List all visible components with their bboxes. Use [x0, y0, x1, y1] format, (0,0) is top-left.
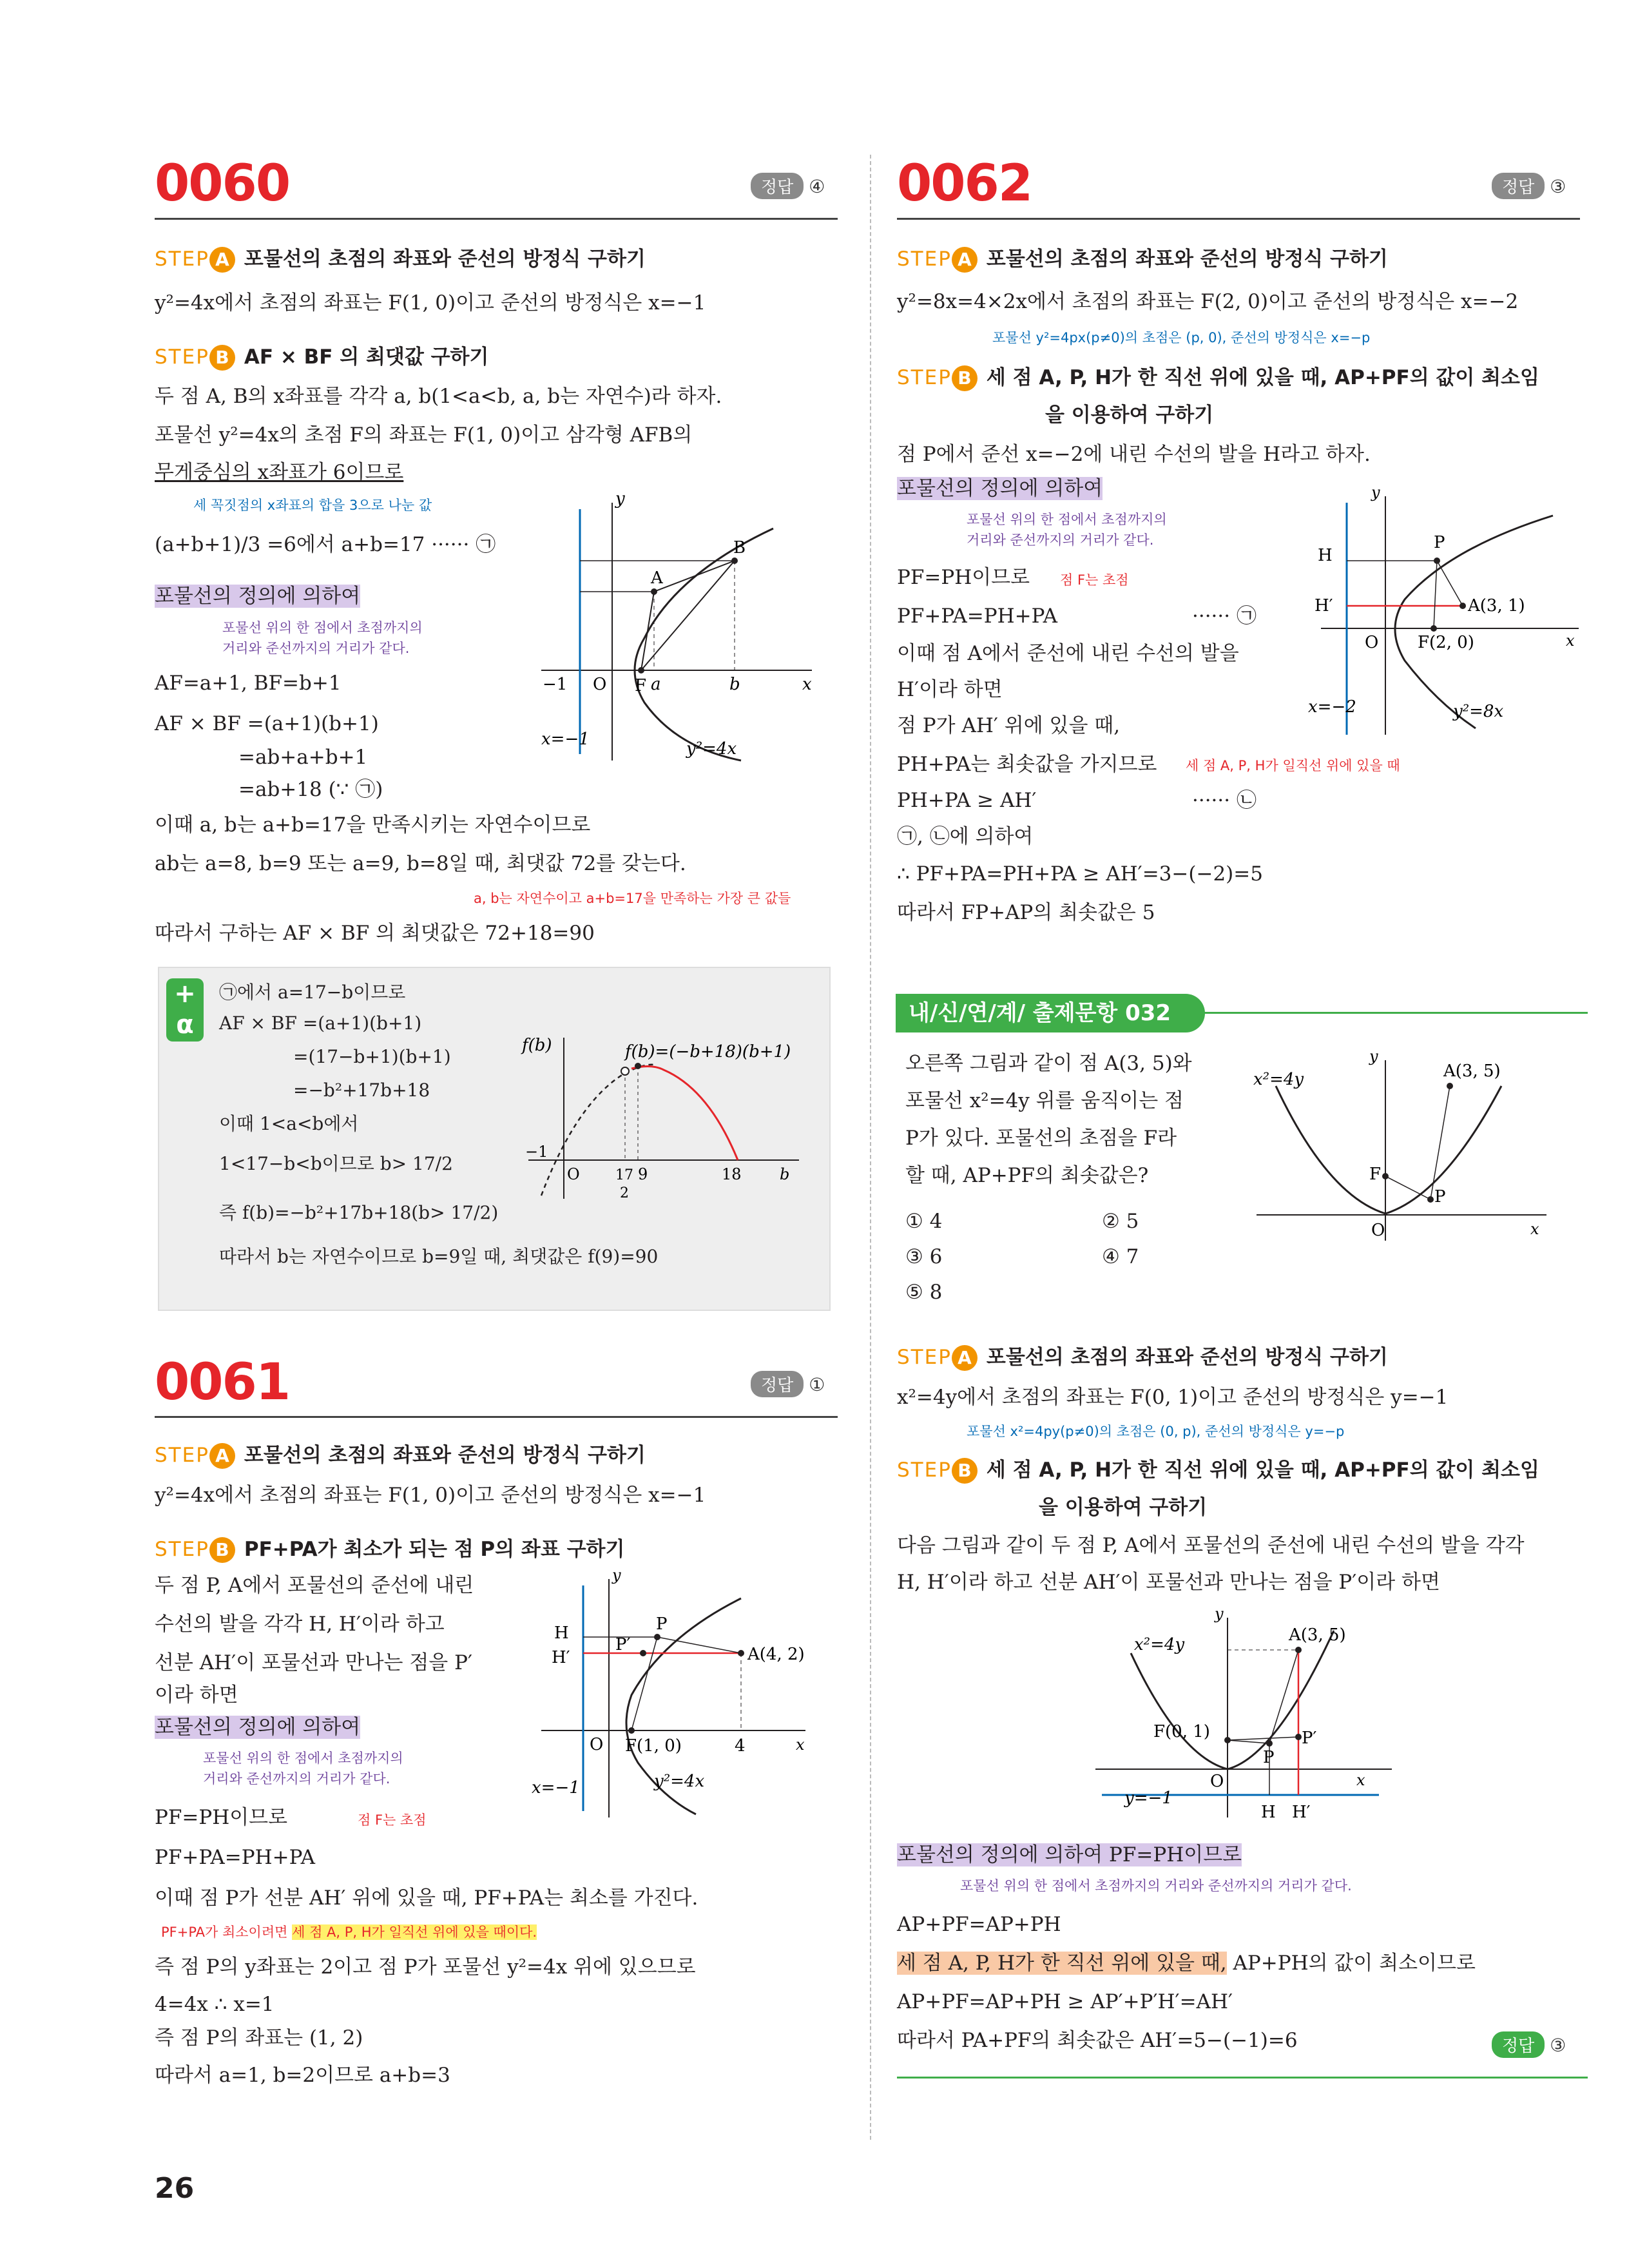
line-pa [1269, 1650, 1298, 1743]
step-a-032 [897, 1341, 1388, 1371]
answer-value: ④ [809, 176, 825, 197]
step-a-0062 [897, 242, 1388, 273]
line-fp [1385, 1176, 1430, 1199]
text-line: AF × BF =(a+1)(b+1) [155, 712, 379, 735]
step-title: PF+PA가 최소가 되는 점 P의 좌표 구하기 [244, 1538, 625, 1561]
text-line: 포물선 y²=4x의 초점 F의 좌표는 F(1, 0)이고 삼각형 AFB의 [155, 423, 693, 447]
point-9 [635, 1063, 641, 1069]
annotation: 포물선 y²=4px(p≠0)의 초점은 (p, 0), 준선의 방정식은 x=−p [992, 330, 1371, 345]
text-line: H, H′이라 하고 선분 AH′이 포물선과 만나는 점을 P′이라 하면 [897, 1571, 1440, 1594]
text-line: =ab+18 (∵ ㉠) [238, 778, 383, 801]
annotation: 포물선 위의 한 점에서 초점까지의 거리와 준선까지의 거리가 같다. [960, 1878, 1352, 1894]
point-p [1434, 557, 1440, 564]
banner-032: 내/신/연/계/ 출제문항 032 [896, 994, 1205, 1032]
graph-032-solution [1083, 1605, 1405, 1837]
annotation: 점 F는 초점 [1060, 572, 1129, 588]
point-f [1430, 625, 1437, 632]
problem-number-0061: 0061 [155, 1353, 290, 1411]
highlight: 포물선의 정의에 의하여 PF=PH이므로 [897, 1843, 1242, 1866]
text-line: 두 점 P, A에서 포물선의 준선에 내린 [155, 1574, 474, 1597]
step-b-032 [897, 1453, 1539, 1484]
text-line: PH+PA는 최솟값을 가지므로 [897, 753, 1157, 776]
text-line [155, 1714, 360, 1740]
text-line [897, 476, 1103, 501]
y-label: y [1371, 483, 1380, 501]
annotation: 포물선 위의 한 점에서 초점까지의 [203, 1750, 403, 1766]
step-a-badge: A [209, 247, 235, 273]
graph-0061 [528, 1566, 825, 1824]
label-curve: x²=4y [1253, 1070, 1304, 1089]
text-line: PH+PA ≥ AH′ [897, 789, 1037, 812]
label-p2: P′ [1302, 1729, 1317, 1748]
answer-label: 정답 [1492, 2031, 1545, 2058]
label-a: A [651, 568, 663, 588]
highlight: 포물선의 정의에 의하여 [155, 585, 361, 608]
step-label: STEP [897, 247, 952, 271]
y-label: y [1369, 1047, 1378, 1065]
step-title: 포물선의 초점의 좌표와 준선의 방정식 구하기 [986, 1346, 1388, 1369]
question-line: 오른쪽 그림과 같이 점 A(3, 5)와 [905, 1052, 1192, 1075]
text-line: AP+PF=AP+PH [897, 1913, 1061, 1936]
answer-032 [1492, 2031, 1566, 2058]
dashed-curve [541, 1065, 654, 1196]
parabola [635, 528, 773, 761]
point-a [651, 588, 657, 595]
graph-tip [515, 1025, 818, 1205]
label-p2: P′ [615, 1635, 631, 1654]
text-line: 이때 점 A에서 준선에 내린 수선의 발을 [897, 642, 1239, 665]
text-line: 따라서 구하는 AF × BF 의 최댓값은 72+18=90 [155, 922, 595, 945]
graph-0062 [1308, 483, 1585, 741]
step-b-badge: B [209, 1537, 235, 1563]
point-f [628, 1727, 635, 1734]
footer-rule [897, 2077, 1588, 2079]
step-label: STEP [897, 1459, 952, 1482]
text-line: PF+PA=PH+PA [155, 1846, 315, 1869]
column-divider [870, 155, 871, 2140]
text-line: 다음 그림과 같이 두 점 P, A에서 포물선의 준선에 내린 수선의 발을 각각 [897, 1534, 1525, 1557]
point-a [738, 1650, 744, 1656]
answer-label: 정답 [751, 173, 804, 199]
step-label: STEP [155, 1444, 209, 1467]
question-line: 할 때, AP+PF의 최솟값은? [905, 1164, 1149, 1187]
label-curve: y²=4x [686, 739, 737, 759]
label-o: O [567, 1165, 580, 1183]
tip-line: ㉠에서 a=17−b이므로 [219, 982, 406, 1003]
tip-line: 따라서 b는 자연수이므로 b=9일 때, 최댓값은 f(9)=90 [219, 1246, 659, 1267]
text-line: y²=4x에서 초점의 좌표는 F(1, 0)이고 준선의 방정식은 x=−1 [155, 1484, 706, 1507]
step-title: 포물선의 초점의 좌표와 준선의 방정식 구하기 [244, 247, 646, 271]
tip-line: 1<17−b<b이므로 b> 17/2 [219, 1153, 453, 1174]
label-f: F(1, 0) [625, 1736, 682, 1756]
parabola [1276, 1086, 1501, 1214]
label-o: O [1210, 1772, 1224, 1791]
step-b-badge: B [209, 345, 235, 371]
label-2: 2 [620, 1185, 629, 1201]
text-line: 선분 AH′이 포물선과 만나는 점을 P′ [155, 1651, 472, 1674]
label-directrix: x=−2 [1308, 697, 1356, 717]
annotation: 세 꼭짓점의 x좌표의 합을 3으로 나눈 값 [193, 498, 432, 513]
label-17: 17 [615, 1167, 633, 1183]
step-title: AF × BF 의 최댓값 구하기 [244, 345, 489, 369]
plus-alpha-icon [166, 978, 204, 1042]
step-a-badge: A [952, 247, 978, 273]
text-line [897, 1950, 1476, 1976]
point-p [1266, 1740, 1273, 1747]
label-4: 4 [735, 1736, 746, 1756]
x-label: x [1530, 1220, 1539, 1238]
step-b-badge: B [952, 365, 978, 391]
header-rule [897, 218, 1580, 220]
text-line: AF=a+1, BF=b+1 [155, 672, 342, 695]
problem-number-0060: 0060 [155, 155, 290, 213]
tip-line: =−b²+17b+18 [293, 1080, 430, 1101]
text-line [155, 583, 360, 609]
step-b-0061 [155, 1533, 624, 1563]
step-b-title-cont: 을 이용하여 구하기 [1039, 1496, 1208, 1519]
label-directrix: x=−1 [541, 730, 590, 749]
problem-number-0062: 0062 [897, 155, 1032, 213]
label-p: P [1434, 1187, 1446, 1207]
text-line: PF=PH이므로 [155, 1806, 288, 1829]
label-f: F [635, 676, 647, 695]
label-a: A(4, 2) [747, 1645, 805, 1664]
graph-032 [1244, 1047, 1553, 1254]
step-a-badge: A [209, 1443, 235, 1469]
highlight: 포물선의 정의에 의하여 [897, 477, 1103, 500]
text-line: 점 P에서 준선 x=−2에 내린 수선의 발을 H라고 하자. [897, 443, 1371, 466]
text-line: 4=4x ∴ x=1 [155, 1993, 274, 2016]
text-line: 즉 점 P의 좌표는 (1, 2) [155, 2026, 363, 2050]
text-line: ∴ PF+PA=PH+PA ≥ AH′=3−(−2)=5 [897, 862, 1263, 886]
label-curve: y²=4x [654, 1772, 705, 1791]
text-part: AP+PH의 값이 최소이므로 [1226, 1952, 1476, 1975]
page-number: 26 [155, 2172, 195, 2205]
text-line: (a+b+1)/3 =6에서 a+b=17 ······ ㉠ [155, 533, 496, 556]
text-line: ab는 a=8, b=9 또는 a=9, b=8일 때, 최댓값 72를 갖는다. [155, 852, 686, 875]
text-line: 따라서 a=1, b=2이므로 a+b=3 [155, 2064, 450, 2087]
label-p: P [656, 1614, 668, 1634]
tip-line: AF × BF =(a+1)(b+1) [219, 1013, 422, 1034]
label-directrix: x=−1 [532, 1778, 580, 1798]
step-b-title-cont: 을 이용하여 구하기 [1045, 403, 1214, 427]
step-label: STEP [897, 366, 952, 389]
text-line: ······ ㉠ [1192, 605, 1257, 628]
label-h2: H′ [552, 1648, 570, 1667]
header-rule [155, 218, 838, 220]
text-line: x²=4y에서 초점의 좌표는 F(0, 1)이고 준선의 방정식은 y=−1 [897, 1386, 1449, 1409]
answer-value: ① [809, 1374, 825, 1395]
label-curve: y²=8x [1453, 702, 1504, 721]
point-f [638, 667, 644, 674]
step-title: 포물선의 초점의 좌표와 준선의 방정식 구하기 [986, 247, 1388, 271]
choice-3: ③ 6 [905, 1245, 943, 1268]
point-f [1224, 1737, 1231, 1743]
point-a [1295, 1647, 1302, 1653]
label-curve: x²=4y [1134, 1635, 1185, 1654]
text-line: PF+PA=PH+PA [897, 605, 1057, 628]
choice-1: ① 4 [905, 1210, 943, 1233]
answer-value: ③ [1550, 2035, 1566, 2056]
point-b [731, 557, 738, 564]
step-a-0061 [155, 1439, 646, 1469]
step-label: STEP [897, 1346, 952, 1369]
point-p2 [640, 1650, 646, 1656]
label-directrix: y=−1 [1124, 1788, 1173, 1808]
label-f: F(0, 1) [1153, 1722, 1210, 1741]
label-fb: f(b) [522, 1036, 552, 1055]
answer-0061 [751, 1371, 825, 1397]
label-minus1: −1 [525, 1143, 548, 1161]
label-a: A(3, 5) [1289, 1625, 1346, 1645]
choice-5: ⑤ 8 [905, 1281, 943, 1304]
label-o: O [590, 1735, 604, 1754]
annotation: 포물선 위의 한 점에서 초점까지의 [222, 620, 423, 635]
annotation: 거리와 준선까지의 거리가 같다. [222, 641, 410, 656]
label-b: B [733, 538, 746, 557]
line-pa [1437, 561, 1463, 606]
label-h: H [554, 1623, 569, 1643]
line-fp [1228, 1740, 1269, 1743]
tip-line: 이때 1<a<b에서 [219, 1113, 359, 1134]
annotation: a, b는 자연수이고 a+b=17을 만족하는 가장 큰 값들 [474, 891, 791, 906]
label-9: 9 [638, 1165, 648, 1183]
tip-line: 즉 f(b)=−b²+17b+18(b> 17/2) [219, 1202, 499, 1223]
annotation: 포물선 x²=4py(p≠0)의 초점은 (0, p), 준선의 방정식은 y=−p [967, 1424, 1345, 1439]
question-line: 포물선 x²=4y 위를 움직이는 점 [905, 1089, 1184, 1112]
choice-4: ④ 7 [1102, 1245, 1139, 1268]
text-line: ······ ㉡ [1192, 789, 1257, 812]
annotation: 점 F는 초점 [358, 1812, 427, 1828]
text-line: H′이라 하면 [897, 678, 1003, 701]
line-pa [1430, 1086, 1450, 1199]
alpha-sign: α [176, 1010, 194, 1040]
text-line: 이때 a, b는 a+b=17을 만족시키는 자연수이므로 [155, 813, 591, 837]
step-title: 세 점 A, P, H가 한 직선 위에 있을 때, AP+PF의 값이 최소임 [986, 1459, 1539, 1482]
text-line [897, 1842, 1242, 1868]
text-line: 점 P가 AH′ 위에 있을 때, [897, 714, 1121, 737]
y-label: y [612, 1566, 621, 1584]
text-line: y²=4x에서 초점의 좌표는 F(1, 0)이고 준선의 방정식은 x=−1 [155, 291, 706, 315]
label-p: P [1434, 533, 1445, 552]
highlight: 포물선의 정의에 의하여 [155, 1716, 361, 1739]
step-label: STEP [155, 345, 209, 369]
label-o: O [593, 675, 607, 694]
answer-0060 [751, 173, 825, 199]
step-label: STEP [155, 1538, 209, 1561]
label-18: 18 [722, 1165, 742, 1183]
text-line: 무게중심의 x좌표가 6이므로 [155, 461, 404, 484]
annotation: 거리와 준선까지의 거리가 같다. [203, 1771, 390, 1787]
label-h: H [1318, 546, 1333, 565]
step-title: 세 점 A, P, H가 한 직선 위에 있을 때, AP+PF의 값이 최소임 [986, 366, 1539, 389]
point-a [1447, 1083, 1453, 1089]
parabola [1395, 516, 1553, 728]
annotation-highlight: 세 점 A, P, H가 일직선 위에 있을 때이다. [292, 1924, 537, 1940]
label-h: H [1261, 1803, 1276, 1822]
y-label: y [1215, 1605, 1224, 1623]
label-p: P [1263, 1748, 1275, 1767]
text-line: 즉 점 P의 y좌표는 2이고 점 P가 포물선 y²=4x 위에 있으므로 [155, 1955, 696, 1979]
label-a-tick: a [651, 675, 661, 694]
choice-2: ② 5 [1102, 1210, 1139, 1233]
label-minus1: −1 [543, 675, 568, 694]
text-line: y²=8x=4×2x에서 초점의 좌표는 F(2, 0)이고 준선의 방정식은 x=−2 [897, 290, 1519, 313]
annotation: 거리와 준선까지의 거리가 같다. [967, 532, 1154, 548]
text-line: 이때 점 P가 선분 AH′ 위에 있을 때, PF+PA는 최소를 가진다. [155, 1886, 698, 1910]
label-a: A(3, 1) [1468, 596, 1525, 615]
step-a-badge: A [952, 1345, 978, 1371]
text-line: AP+PF=AP+PH ≥ AP′+P′H′=AH′ [897, 1990, 1233, 2013]
point-p [1427, 1196, 1434, 1203]
plus-sign: + [174, 979, 196, 1009]
line-pa [657, 1637, 741, 1653]
text-line: ㉠, ㉡에 의하여 [897, 825, 1034, 848]
answer-label: 정답 [751, 1371, 804, 1397]
label-f: F [1369, 1165, 1382, 1184]
answer-0062 [1492, 173, 1566, 199]
x-label: x [802, 675, 812, 694]
tip-line: =(17−b+1)(b+1) [293, 1046, 451, 1067]
label-h2: H′ [1292, 1803, 1311, 1822]
label-a: A(3, 5) [1443, 1061, 1501, 1081]
step-b-0060 [155, 340, 488, 371]
line-fp2 [1228, 1737, 1298, 1740]
text-line: 따라서 FP+AP의 최솟값은 5 [897, 901, 1155, 924]
label-b: b [780, 1165, 790, 1183]
label-o: O [1365, 633, 1379, 652]
open-point [621, 1067, 629, 1075]
question-line: P가 있다. 포물선의 초점을 F라 [905, 1127, 1177, 1150]
annotation-part: PF+PA가 최소이려면 [161, 1924, 288, 1940]
point-p2 [1295, 1734, 1302, 1740]
x-label: x [1356, 1771, 1365, 1789]
step-a-0060 [155, 242, 646, 273]
annotation: 포물선 위의 한 점에서 초점까지의 [967, 512, 1167, 527]
step-b-badge: B [952, 1458, 978, 1484]
step-b-0062 [897, 361, 1539, 391]
step-label: STEP [155, 247, 209, 271]
x-label: x [1566, 632, 1575, 650]
annotation [161, 1922, 537, 1941]
y-label: y [615, 490, 625, 509]
step-title: 포물선의 초점의 좌표와 준선의 방정식 구하기 [244, 1444, 646, 1467]
graph-0060 [528, 490, 825, 767]
text-line: =ab+a+b+1 [238, 746, 368, 769]
label-f: F(2, 0) [1418, 633, 1474, 652]
label-b-tick: b [729, 675, 740, 694]
text-line: PF=PH이므로 [897, 566, 1030, 589]
red-curve [631, 1066, 738, 1160]
answer-label: 정답 [1492, 173, 1545, 199]
point-f [1382, 1173, 1389, 1179]
answer-value: ③ [1550, 176, 1566, 197]
x-label: x [796, 1736, 805, 1754]
text-line: 두 점 A, B의 x좌표를 각각 a, b(1<a<b, a, b는 자연수)라 하자. [155, 385, 722, 408]
label-h2: H′ [1315, 596, 1333, 615]
text-line: 수선의 발을 각각 H, H′이라 하고 [155, 1613, 445, 1636]
highlight: 세 점 A, P, H가 한 직선 위에 있을 때, [897, 1952, 1227, 1975]
text-line: 이라 하면 [155, 1683, 238, 1707]
header-rule [155, 1416, 838, 1418]
point-a [1459, 603, 1466, 609]
label-o: O [1371, 1221, 1385, 1240]
annotation: 세 점 A, P, H가 일직선 위에 있을 때 [1186, 758, 1400, 773]
text-line: 따라서 PA+PF의 최솟값은 AH′=5−(−1)=6 [897, 2029, 1298, 2052]
point-p [654, 1634, 660, 1640]
label-formula: f(b)=(−b+18)(b+1) [625, 1042, 791, 1061]
